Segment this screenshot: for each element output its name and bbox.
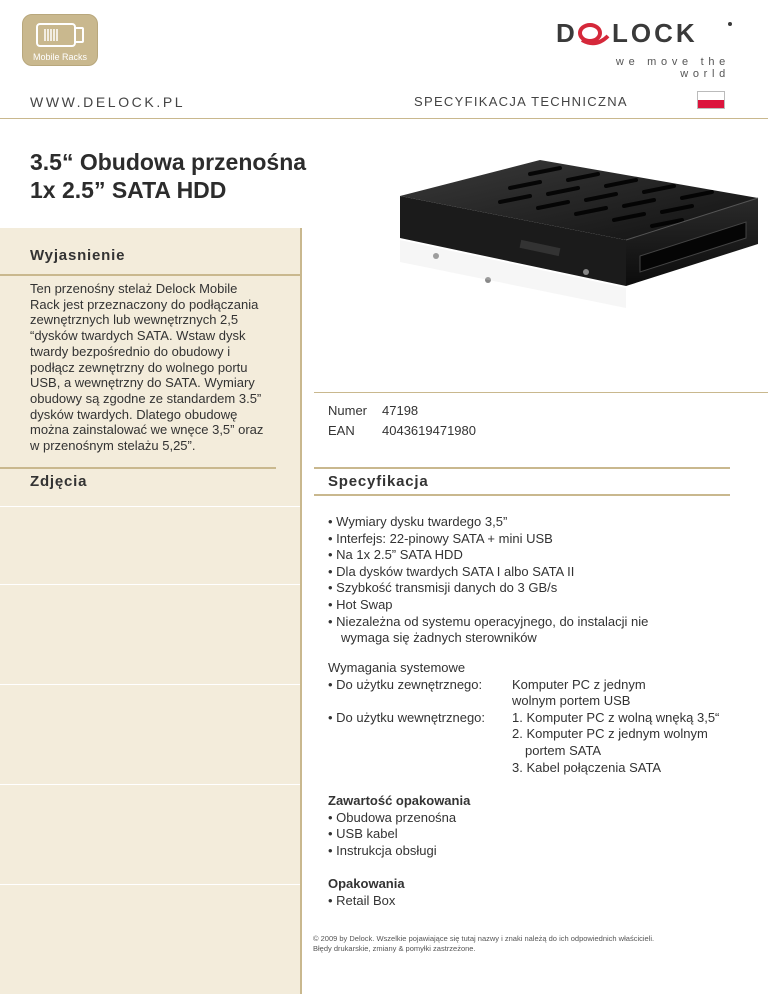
spec-item: • Szybkość transmisji danych do 3 GB/s <box>328 580 558 596</box>
specyfikacja-rule-top <box>314 467 730 469</box>
requirement-line: Komputer PC z jednym <box>512 676 646 692</box>
spec-item: • Dla dysków twardych SATA I albo SATA II <box>328 563 575 579</box>
title-line-1: 3.5“ Obudowa przenośna <box>30 149 307 175</box>
footer-disclaimer: Błędy drukarskie, zmiany & pomyłki zastrzeżone. <box>313 944 476 953</box>
footer <box>313 934 654 954</box>
footer-copyright: © 2009 by Delock. Wszelkie pojawiające się tutaj nazwy i znaki należą do ich odpowiednich właścicieli. <box>313 934 655 943</box>
description-line: Ten przenośny stelaż Delock Mobile <box>30 281 238 296</box>
svg-text:D: D <box>556 18 576 48</box>
package-contents-heading: Zawartość opakowania <box>328 793 471 808</box>
description-line: twardy bezpośrednio do obudowy i <box>30 343 231 359</box>
internal-use-row <box>328 710 748 776</box>
numer-value: 47198 <box>382 403 419 418</box>
packaging-item: • Retail Box <box>328 892 396 908</box>
description-line: “dysków twardych SATA. Wstaw dysk <box>30 328 246 344</box>
numer-label: Numer <box>328 403 368 418</box>
requirement-line: wolnym portem USB <box>512 693 631 709</box>
ean-label: EAN <box>328 423 355 438</box>
external-use-value <box>512 677 748 710</box>
mobile-rack-icon <box>35 21 87 51</box>
package-item: • Instrukcja obsługi <box>328 842 437 858</box>
poland-flag-icon <box>697 91 725 109</box>
requirements-heading: Wymagania systemowe <box>328 660 466 675</box>
svg-text:LOCK: LOCK <box>612 18 698 48</box>
spec-list <box>328 514 748 647</box>
zdjecia-heading: Zdjęcia <box>30 473 88 490</box>
column-divider <box>300 228 302 994</box>
product-numbers <box>328 401 476 441</box>
requirement-line: 2. Komputer PC z jednym wolnym <box>512 726 708 742</box>
package-item: • Obudowa przenośna <box>328 809 457 825</box>
badge-label: Mobile Racks <box>32 52 88 62</box>
packaging <box>328 876 405 909</box>
description-line: dysków twardych. Dlatego obudowę <box>30 406 238 422</box>
packaging-heading: Opakowania <box>328 876 405 891</box>
requirement-line: 1. Komputer PC z wolną wnęką 3,5“ <box>512 709 720 725</box>
site-url[interactable]: WWW.DELOCK.PL <box>30 94 186 110</box>
title-line-2: 1x 2.5” SATA HDD <box>30 177 227 203</box>
zdjecia-rule <box>0 467 276 469</box>
package-contents <box>328 793 470 859</box>
description-line: USB, a wewnętrzny do SATA. Wymiary <box>30 375 255 391</box>
page-title <box>30 148 390 204</box>
wyjasnienie-rule <box>0 274 300 276</box>
spec-item: • Niezależna od systemu operacyjnego, do instalacji nie <box>328 613 649 629</box>
external-use-label: • Do użytku zewnętrznego: <box>328 676 483 692</box>
description-line: zewnętrznych lub wewnętrznych 2,5 <box>30 312 239 328</box>
mobile-rack-enclosure-photo <box>390 158 762 358</box>
description-line: można zainstalować we wnęce 3,5” oraz <box>30 422 264 438</box>
description-line: w przenośnym stelażu 5,25”. <box>30 438 196 454</box>
description-line: podłącz zewnętrzny do wolnego portu <box>30 359 248 375</box>
spec-item-continuation: wymaga się żadnych sterowników <box>341 630 537 646</box>
numer-row <box>328 401 476 421</box>
specyfikacja-rule-bottom <box>314 494 730 496</box>
specyfikacja-heading: Specyfikacja <box>328 473 429 490</box>
spec-item: • Na 1x 2.5” SATA HDD <box>328 547 463 563</box>
ean-row <box>328 421 476 441</box>
internal-use-label: • Do użytku wewnętrznego: <box>328 709 486 725</box>
numbers-rule <box>314 392 768 393</box>
mobile-racks-badge <box>22 14 98 66</box>
spec-item: • Wymiary dysku twardego 3,5” <box>328 514 508 529</box>
internal-use-value <box>512 710 748 776</box>
spec-item: • Interfejs: 22-pinowy SATA + mini USB <box>328 530 553 546</box>
delock-logo <box>556 18 734 48</box>
tagline: we move the world <box>615 56 730 80</box>
system-requirements <box>328 660 748 776</box>
requirement-line: portem SATA <box>525 742 602 758</box>
requirement-line: 3. Kabel połączenia SATA <box>512 759 662 775</box>
package-item: • USB kabel <box>328 826 398 842</box>
header-divider <box>0 118 768 119</box>
spec-item: • Hot Swap <box>328 596 393 612</box>
wyjasnienie-heading: Wyjasnienie <box>30 247 126 264</box>
description <box>30 281 292 454</box>
external-use-row <box>328 677 748 710</box>
section-label: SPECYFIKACJA TECHNICZNA <box>414 94 628 109</box>
description-line: Rack jest przeznaczony do podłączania <box>30 296 259 312</box>
description-line: obudowy są zgodne ze standardem 3.5” <box>30 390 262 406</box>
ean-value: 4043619471980 <box>382 423 476 438</box>
